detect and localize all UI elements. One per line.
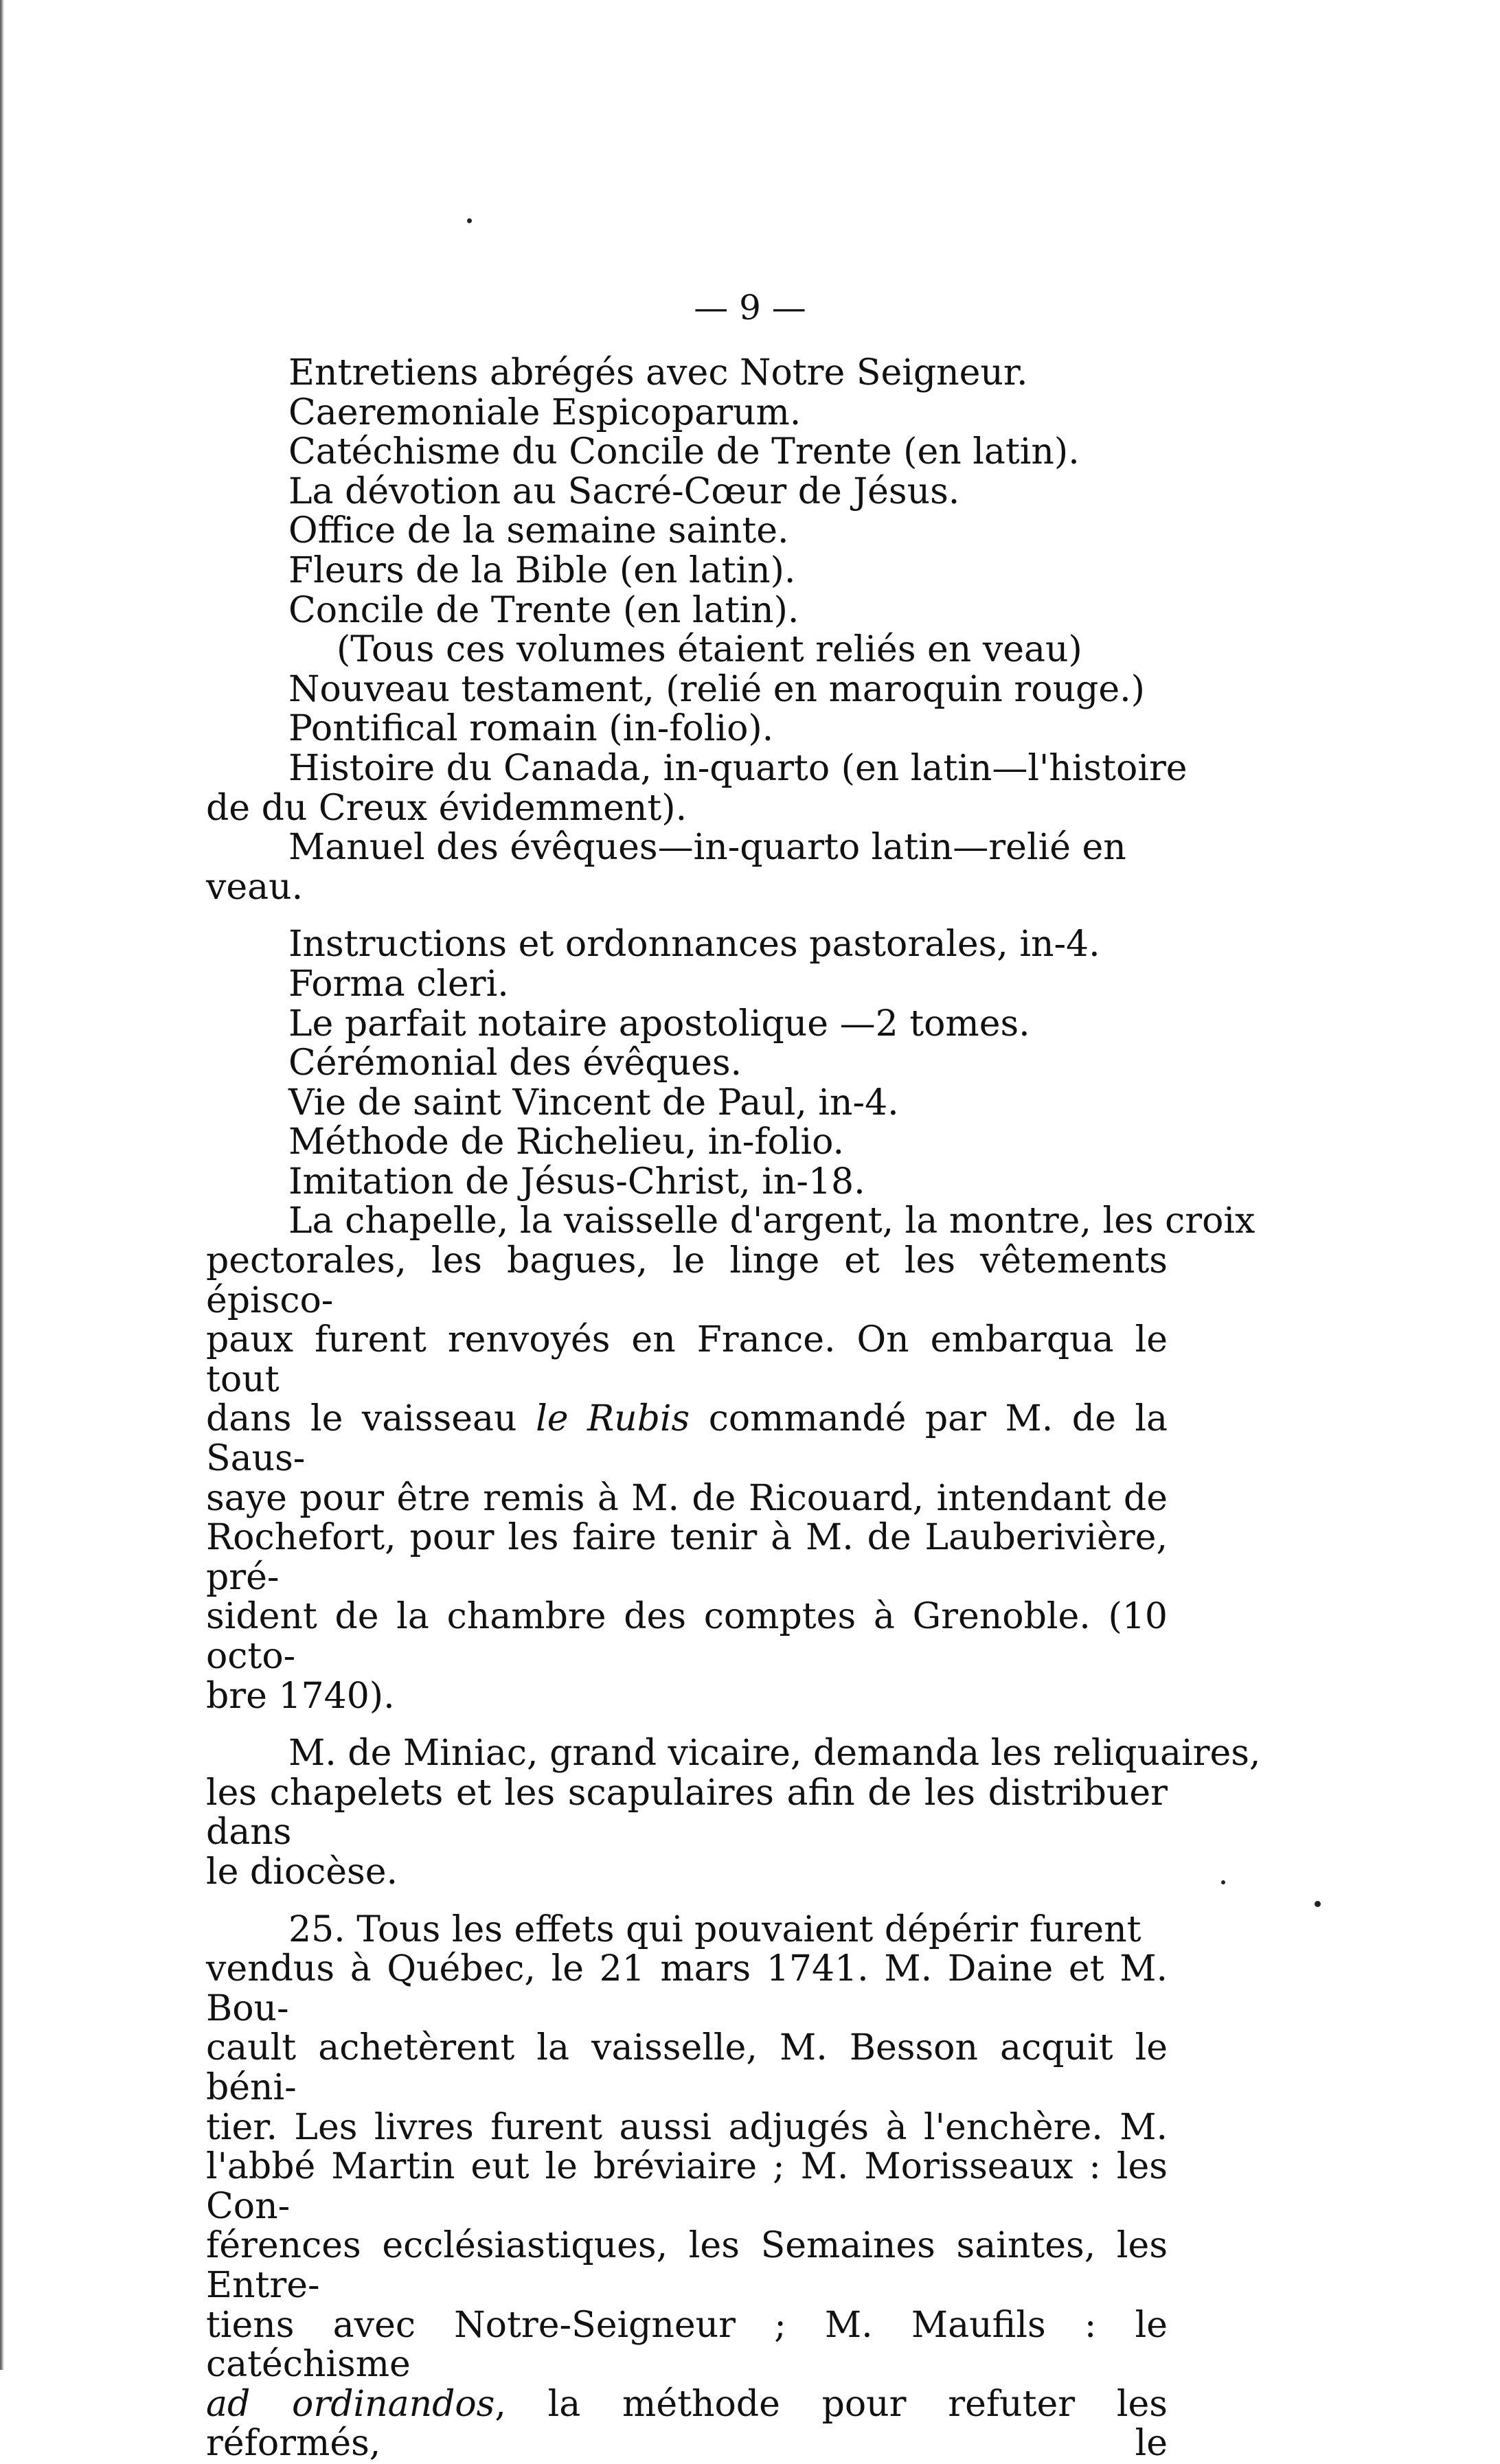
ink-speck bbox=[1315, 1901, 1321, 1907]
text-line: sident de la chambre des comptes à Grenoble. (10 octo- bbox=[206, 1596, 1168, 1677]
text-line: Forma cleri. bbox=[288, 963, 509, 1005]
text-line: Nouveau testament, (relié en maroquin rouge.) bbox=[288, 668, 1145, 710]
text-line: les chapelets et les scapulaires afin de les distribuer dans bbox=[206, 1772, 1168, 1853]
text-line: vendus à Québec, le 21 mars 1741. M. Daine et M. Bou- bbox=[206, 1948, 1168, 2029]
text-segment: , la méthode pour refuter les réformés, le bbox=[206, 2383, 1168, 2464]
ship-name: le Rubis bbox=[536, 1398, 690, 1440]
text-column bbox=[206, 352, 1261, 2464]
text-line: le diocèse. bbox=[206, 1851, 398, 1893]
text-line: Fleurs de la Bible (en latin). bbox=[288, 549, 796, 591]
text-line: Office de la semaine sainte. bbox=[288, 510, 789, 552]
text-line: Entretiens abrégés avec Notre Seigneur. bbox=[288, 352, 1028, 393]
text-line: La chapelle, la vaisselle d'argent, la montre, les croix bbox=[288, 1200, 1255, 1242]
text-line: Caeremoniale Espicoparum. bbox=[288, 391, 802, 433]
text-line: paux furent renvoyés en France. On embarqua le tout bbox=[206, 1319, 1168, 1400]
text-line: férences ecclésiastiques, les Semaines saintes, les Entre- bbox=[206, 2225, 1168, 2306]
text-line: Méthode de Richelieu, in-folio. bbox=[288, 1121, 845, 1163]
text-line: M. de Miniac, grand vicaire, demanda les reliquaires, bbox=[288, 1733, 1261, 1775]
paragraph-gap bbox=[206, 1893, 1168, 1910]
text-line: l'abbé Martin eut le bréviaire ; M. Morisseaux : les Con- bbox=[206, 2146, 1168, 2227]
text-line: Histoire du Canada, in-quarto (en latin—l'histoire bbox=[288, 747, 1188, 789]
paragraph-gap bbox=[206, 907, 1168, 925]
ink-speck bbox=[1221, 1880, 1225, 1884]
text-line: Concile de Trente (en latin). bbox=[288, 589, 799, 631]
text-line: tier. Les livres furent aussi adjugés à l'enchère. M. bbox=[206, 2106, 1168, 2148]
text-line: Catéchisme du Concile de Trente (en latin). bbox=[288, 431, 1080, 473]
text-line: bre 1740). bbox=[206, 1675, 395, 1717]
text-line bbox=[206, 1400, 1168, 1479]
text-line: Le parfait notaire apostolique —2 tomes. bbox=[288, 1003, 1030, 1045]
latin-phrase: ad ordinandos bbox=[206, 2383, 495, 2425]
text-line: 25. Tous les effets qui pouvaient dépérir furent bbox=[288, 1908, 1141, 1950]
text-line: Cérémonial des évêques. bbox=[288, 1042, 742, 1084]
text-line: cault achetèrent la vaisselle, M. Besson acquit le béni- bbox=[206, 2027, 1168, 2108]
text-segment: dans le vaisseau bbox=[206, 1398, 536, 1440]
text-line: veau. bbox=[206, 866, 304, 908]
paragraph-gap bbox=[206, 1716, 1168, 1734]
text-line: (Tous ces volumes étaient reliés en veau) bbox=[337, 629, 1082, 671]
text-line: La dévotion au Sacré-Cœur de Jésus. bbox=[288, 470, 960, 512]
ink-speck bbox=[467, 218, 472, 223]
text-line: Manuel des évêques—in-quarto latin—relié en bbox=[288, 827, 1126, 869]
text-line: tiens avec Notre-Seigneur ; M. Maufils : le catéchisme bbox=[206, 2304, 1168, 2386]
text-line: Rochefort, pour les faire tenir à M. de Lauberivière, pré- bbox=[206, 1517, 1168, 1598]
page-number: — 9 — bbox=[694, 288, 806, 328]
text-line: Instructions et ordonnances pastorales, in-4. bbox=[288, 924, 1100, 966]
text-line: Pontifical romain (in-folio). bbox=[288, 708, 774, 750]
text-line: Imitation de Jésus-Christ, in-18. bbox=[288, 1161, 865, 1202]
page-left-edge bbox=[0, 0, 4, 2370]
text-line: Vie de saint Vincent de Paul, in-4. bbox=[288, 1082, 899, 1123]
text-line bbox=[206, 2385, 1168, 2464]
text-line: pectorales, les bagues, le linge et les vêtements épisco- bbox=[206, 1240, 1168, 1321]
text-line: saye pour être remis à M. de Ricouard, intendant de bbox=[206, 1477, 1168, 1519]
text-line: de du Creux évidemment). bbox=[206, 787, 688, 829]
text-segment: commandé par M. de la Saus- bbox=[206, 1398, 1168, 1480]
